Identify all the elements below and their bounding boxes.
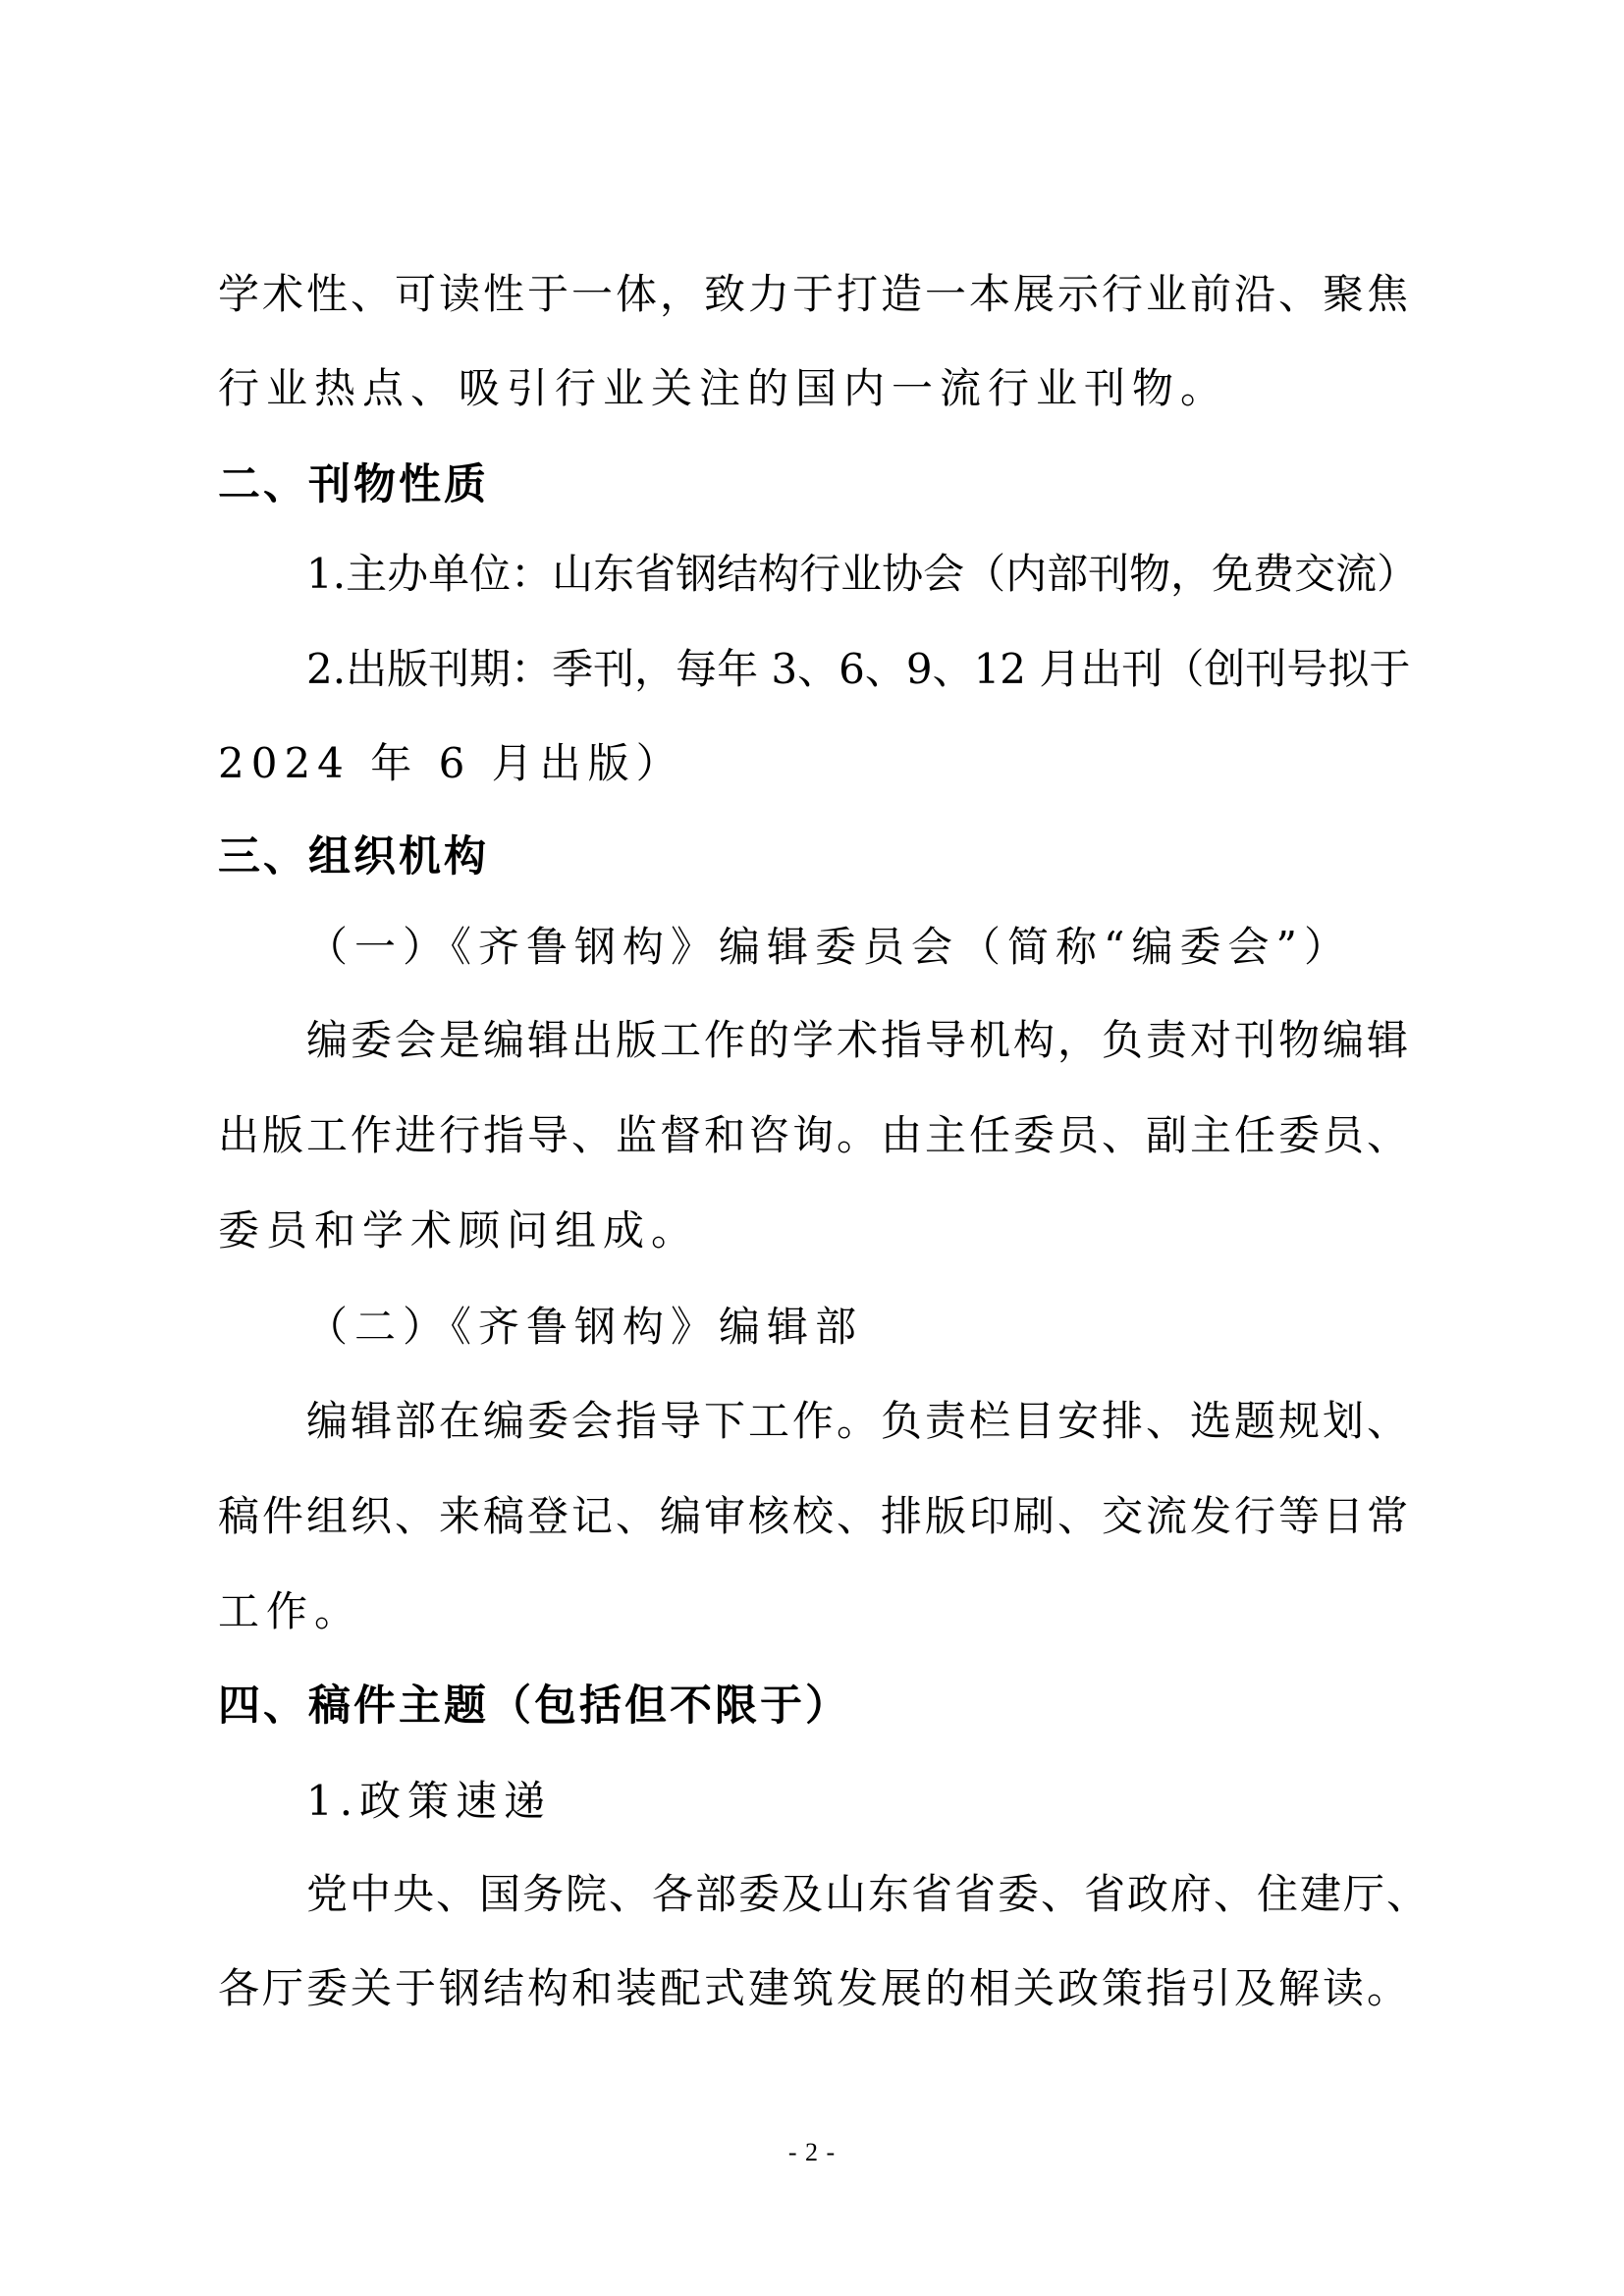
- list-item: 2.出版刊期：季刊，每年 3、6、9、12 月出刊（创刊号拟于: [306, 645, 1411, 693]
- paragraph-line: 出版工作进行指导、监督和咨询。由主任委员、副主任委员、: [218, 1111, 1412, 1159]
- paragraph-line: 稿件组织、来稿登记、编审核校、排版印刷、交流发行等日常: [218, 1492, 1412, 1540]
- subsection-heading: （一）《齐鲁钢构》编辑委员会（简称“编委会”）: [306, 923, 1352, 971]
- list-item-continuation: 2024 年 6 月出版）: [218, 739, 684, 787]
- section-heading: 二、刊物性质: [218, 460, 489, 509]
- paragraph-line: 工作。: [218, 1587, 363, 1635]
- paragraph-line: 编委会是编辑出版工作的学术指导机构，负责对刊物编辑: [306, 1016, 1412, 1064]
- intro-paragraph-line: 行业热点、吸引行业关注的国内一流行业刊物。: [218, 364, 1229, 412]
- paragraph-line: 编辑部在编委会指导下工作。负责栏目安排、选题规划、: [306, 1397, 1412, 1445]
- subsection-heading: （二）《齐鲁钢构》编辑部: [306, 1303, 864, 1351]
- list-item: 1.政策速递: [306, 1777, 553, 1825]
- paragraph-line: 委员和学术顾问组成。: [218, 1206, 700, 1255]
- list-item: 1.主办单位：山东省钢结构行业协会（内部刊物，免费交流）: [306, 550, 1419, 598]
- section-heading: 三、组织机构: [218, 832, 489, 881]
- paragraph-line: 各厅委关于钢结构和装配式建筑发展的相关政策指引及解读。: [218, 1964, 1412, 2012]
- section-heading: 四、稿件主题（包括但不限于）: [218, 1682, 850, 1731]
- page-number: - 2 -: [787, 2138, 837, 2166]
- paragraph-line: 党中央、国务院、各部委及山东省省委、省政府、住建厅、: [306, 1870, 1431, 1918]
- intro-paragraph-line: 学术性、可读性于一体，致力于打造一本展示行业前沿、聚焦: [218, 270, 1412, 318]
